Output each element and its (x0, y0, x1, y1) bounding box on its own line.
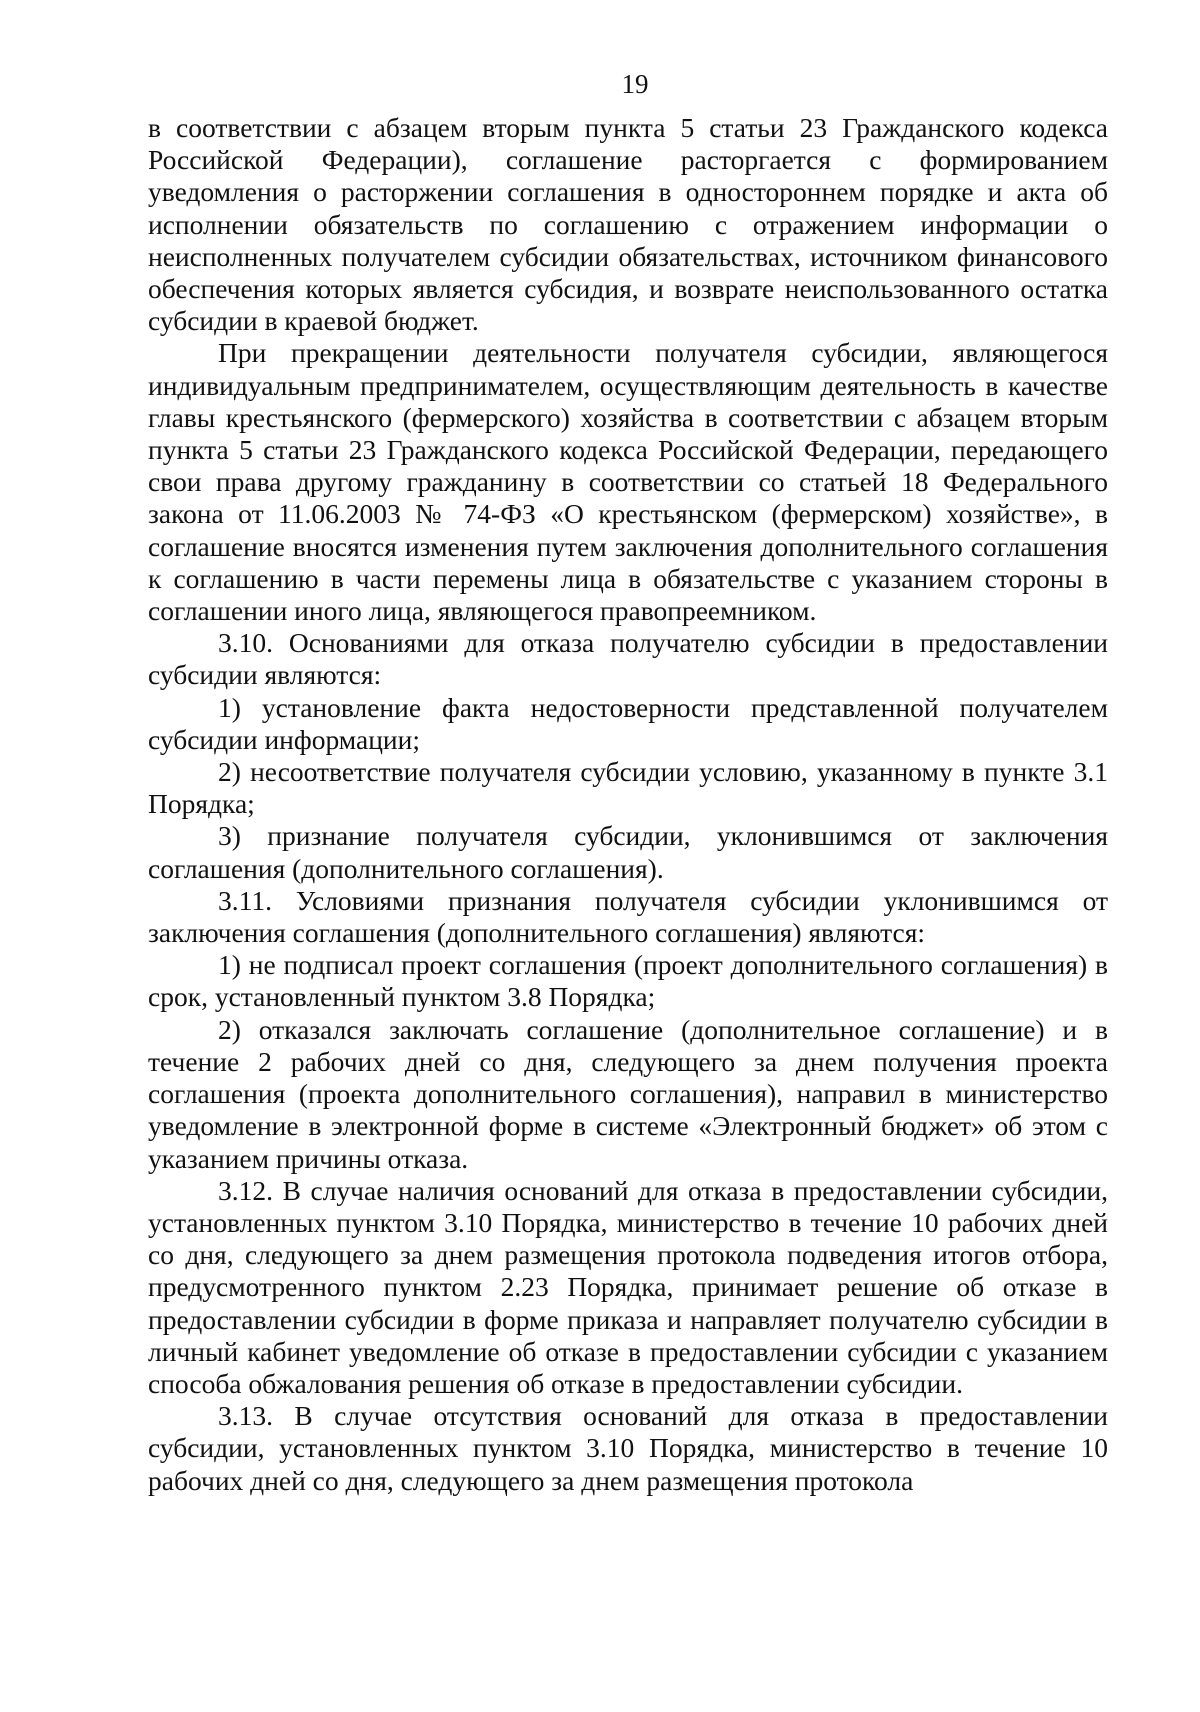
document-body (148, 112, 1108, 1497)
clause-3-13: 3.13. В случае отсутствия оснований для отказа в предоставлении субсидии, установленных пунктом 3.10 Порядка, министерство в течение 10 рабочих дней со дня, следующего за днем размещения протокола (148, 1400, 1108, 1496)
paragraph-termination-of-activity: При прекращении деятельности получателя субсидии, являющегося индивидуальным предпринимателем, осуществляющим деятельность в качестве главы крестьянского (фермерского) хозяйства в соответствии с абзацем вторым пункта 5 статьи 23 Гражданского кодекса Российской Федерации, передающего свои права другому гражданину в соответствии со статьей 18 Федерального закона от 11.06.2003 № 74-ФЗ «О крестьянском (фермерском) хозяйстве», в соглашение вносятся изменения путем заключения дополнительного соглашения к соглашению в части перемены лица в обязательстве с указанием стороны в соглашении иного лица, являющегося правопреемником. (148, 337, 1108, 627)
clause-3-11-item-1: 1) не подписал проект соглашения (проект дополнительного соглашения) в срок, установленный пунктом 3.8 Порядка; (148, 949, 1108, 1013)
clause-3-11: 3.11. Условиями признания получателя субсидии уклонившимся от заключения соглашения (дополнительного соглашения) являются: (148, 884, 1108, 949)
clause-3-10-item-3: 3) признание получателя субсидии, уклонившимся от заключения соглашения (дополнительного соглашения). (148, 820, 1108, 884)
clause-3-10-item-2: 2) несоответствие получателя субсидии условию, указанному в пункте 3.1 Порядка; (148, 756, 1108, 820)
clause-3-10-item-1: 1) установление факта недостоверности представленной получателем субсидии информации; (148, 691, 1108, 755)
clause-3-11-item-2: 2) отказался заключать соглашение (дополнительное соглашение) и в течение 2 рабочих дней со дня, следующего за днем получения проекта соглашения (проекта дополнительного соглашения), направил в министерство уведомление в электронной форме в системе «Электронный бюджет» об этом с указанием причины отказа. (148, 1013, 1108, 1174)
clause-3-12: 3.12. В случае наличия оснований для отказа в предоставлении субсидии, установленных пунктом 3.10 Порядка, министерство в течение 10 рабочих дней со дня, следующего за днем размещения протокола подведения итогов отбора, предусмотренного пунктом 2.23 Порядка, принимает решение об отказе в предоставлении субсидии в форме приказа и направляет получателю субсидии в личный кабинет уведомление об отказе в предоставлении субсидии с указанием способа обжалования решения об отказе в предоставлении субсидии. (148, 1174, 1108, 1399)
page-number: 19 (621, 69, 649, 99)
paragraph-continuation: в соответствии с абзацем вторым пункта 5 статьи 23 Гражданского кодекса Российской Федерации), соглашение расторгается с формированием уведомления о расторжении соглашения в одностороннем порядке и акта об исполнении обязательств по соглашению с отражением информации о неисполненных получателем субсидии обязательствах, источником финансового обеспечения которых является субсидия, и возврате неиспользованного остатка субсидии в краевой бюджет. (148, 112, 1108, 337)
clause-3-10: 3.10. Основаниями для отказа получателю субсидии в предоставлении субсидии являются: (148, 627, 1108, 691)
